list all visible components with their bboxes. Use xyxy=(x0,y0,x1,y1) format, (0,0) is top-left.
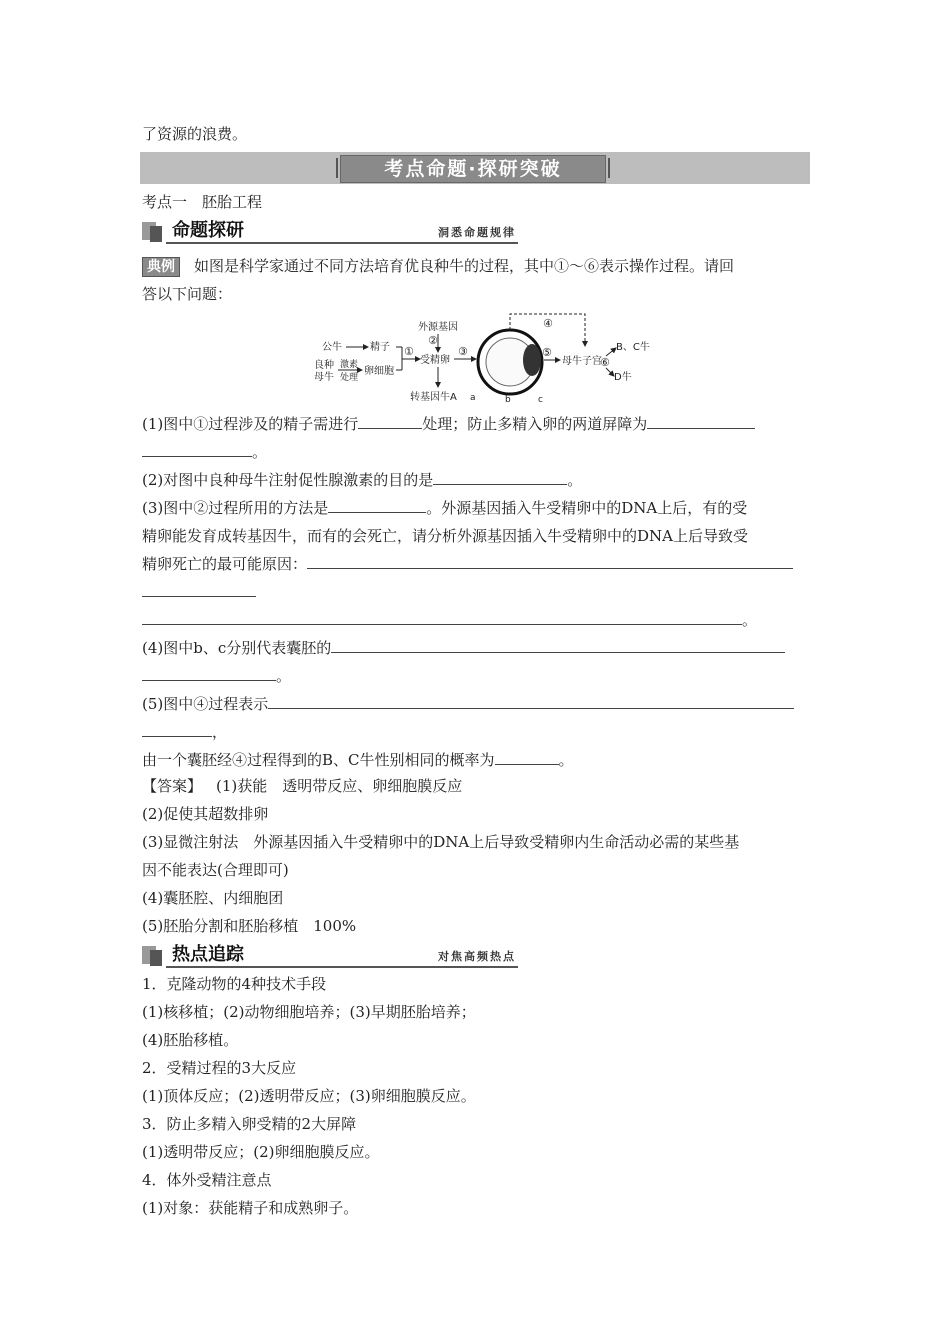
question-3-blank-2: 。 xyxy=(142,610,757,630)
answer-2: (2)促使其超数排卵 xyxy=(142,805,269,823)
section-title: 命题探研 xyxy=(172,220,244,241)
section-subtitle: 洞悉命题规律 xyxy=(438,226,516,239)
question-4: (4)图中b、c分别代表囊胚的 xyxy=(142,638,785,658)
label-c: c xyxy=(538,395,543,405)
label-hormone-2: 处理 xyxy=(340,373,359,383)
hot-4: 4．体外受精注意点 xyxy=(142,1171,272,1189)
hot-2: 2．受精过程的3大反应 xyxy=(142,1059,297,1077)
answer-3-cont: 因不能表达(合理即可) xyxy=(142,861,289,879)
answer-1: 【答案】 (1)获能 透明带反应、卵细胞膜反应 xyxy=(142,777,463,795)
question-3-cont: 精卵能发育成转基因牛，而有的会死亡，请分析外源基因插入牛受精卵中的DNA上后导致受 xyxy=(142,527,748,545)
hot-2a: (1)顶体反应；(2)透明带反应；(3)卵细胞膜反应。 xyxy=(142,1087,476,1105)
section-propositions xyxy=(142,220,518,244)
label-step-2: ② xyxy=(428,334,438,347)
label-bc: B、C牛 xyxy=(616,342,650,353)
label-cow-2: 母牛 xyxy=(314,372,334,383)
example-badge: 典例 xyxy=(142,257,180,277)
label-transgenic: 转基因牛A xyxy=(410,392,457,403)
answer-5: (5)胚胎分割和胚胎移植 100% xyxy=(142,917,357,935)
question-2: (2)对图中良种母牛注射促性腺激素的目的是 。 xyxy=(142,471,583,489)
hot-3: 3．防止多精入卵受精的2大屏障 xyxy=(142,1115,357,1133)
topic-heading: 考点一 胚胎工程 xyxy=(142,193,263,211)
label-step-6: ⑥ xyxy=(600,356,610,369)
label-uterus: 母牛子宫 xyxy=(562,356,602,367)
answer-3: (3)显微注射法 外源基因插入牛受精卵中的DNA上后导致受精卵内生命活动必需的某些基 xyxy=(142,833,740,851)
label-step-3: ③ xyxy=(458,345,468,358)
label-sperm: 精子 xyxy=(370,342,390,353)
label-bull: 公牛 xyxy=(322,342,342,353)
section-hot-topics xyxy=(142,944,518,968)
question-5-prob: 由一个囊胚经④过程得到的B、C牛性别相同的概率为 。 xyxy=(142,751,574,769)
banner xyxy=(140,152,810,184)
label-step-4: ④ xyxy=(543,317,553,330)
label-step-1: ① xyxy=(404,345,414,358)
question-5-cont: ， xyxy=(142,722,227,742)
breeding-diagram xyxy=(310,312,660,408)
question-1-cont: 。 xyxy=(142,442,267,462)
hot-4a: (1)对象：获能精子和成熟卵子。 xyxy=(142,1199,359,1217)
hot-3a: (1)透明带反应；(2)卵细胞膜反应。 xyxy=(142,1143,380,1161)
label-fertilized-egg: 受精卵 xyxy=(420,355,450,366)
hot-1: 1．克隆动物的4种技术手段 xyxy=(142,975,327,993)
label-hormone-1: 激素 xyxy=(340,360,359,370)
label-a: a xyxy=(470,393,476,403)
section-title: 热点追踪 xyxy=(172,944,244,965)
question-3-blank-1 xyxy=(142,582,256,602)
label-foreign-gene: 外源基因 xyxy=(418,322,458,333)
question-3: (3)图中②过程所用的方法是 。外源基因插入牛受精卵中的DNA上后，有的受 xyxy=(142,499,748,517)
label-egg: 卵细胞 xyxy=(364,366,394,377)
label-d: D牛 xyxy=(614,372,632,383)
question-4-cont: 。 xyxy=(142,666,291,686)
label-cow-1: 良种 xyxy=(314,360,334,371)
banner-title: 考点命题·探研突破 xyxy=(340,155,606,183)
hot-1a: (1)核移植；(2)动物细胞培养；(3)早期胚胎培养； xyxy=(142,1003,476,1021)
question-5: (5)图中④过程表示 xyxy=(142,694,794,714)
question-3-reason: 精卵死亡的最可能原因： xyxy=(142,554,793,574)
answer-4: (4)囊胚腔、内细胞团 xyxy=(142,889,284,907)
example-stem-2: 答以下问题： xyxy=(142,285,233,303)
question-1: (1)图中①过程涉及的精子需进行 处理；防止多精入卵的两道屏障为 xyxy=(142,414,755,434)
label-b: b xyxy=(505,395,511,405)
label-step-5: ⑤ xyxy=(542,346,552,359)
intro-tail: 了资源的浪费。 xyxy=(142,125,248,143)
example-stem: 典例 如图是科学家通过不同方法培育优良种牛的过程，其中①～⑥表示操作过程。请回 xyxy=(142,256,734,277)
inner-cell-mass xyxy=(523,344,541,376)
hot-1b: (4)胚胎移植。 xyxy=(142,1031,239,1049)
section-subtitle: 对焦高频热点 xyxy=(438,950,516,963)
